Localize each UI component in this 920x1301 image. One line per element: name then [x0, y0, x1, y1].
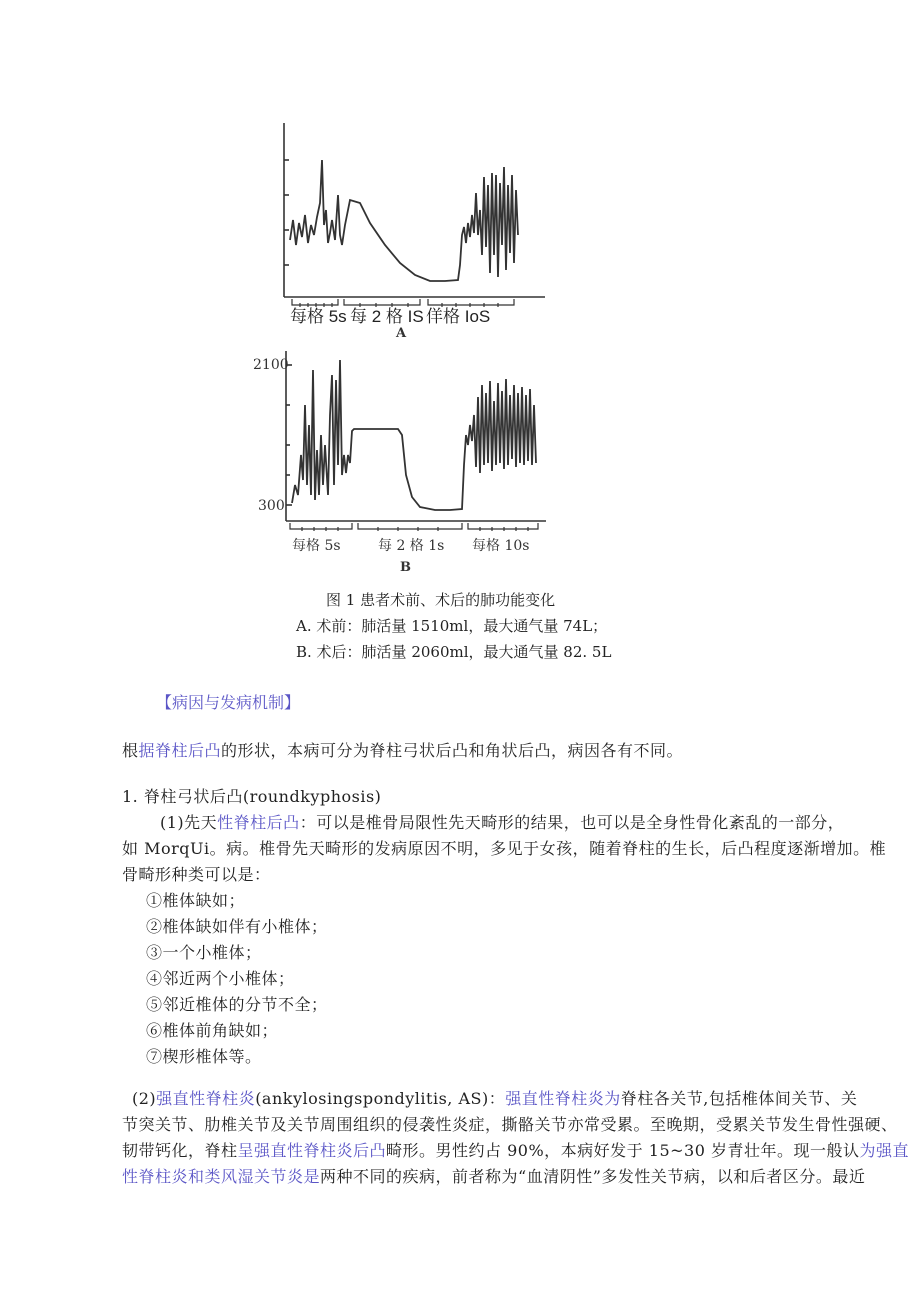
p2-link-as-kyphosis[interactable]: 呈强直性脊柱炎后凸	[237, 1141, 387, 1160]
list-item: ⑥椎体前角缺如；	[146, 1021, 279, 1040]
figure-panel-b	[280, 345, 560, 545]
list-item: ⑤邻近椎体的分节不全；	[146, 995, 328, 1014]
figure-note-a: A. 术前：肺活量 1510ml，最大通气量 74L；	[296, 617, 608, 635]
list-item: ⑦楔形椎体等。	[146, 1047, 262, 1066]
intro-text-post: 的形状，本病可分为脊柱弓状后凸和角状后凸，病因各有不同。	[221, 741, 684, 760]
panel-b-y-bottom-label: 300	[258, 498, 285, 514]
panel-a-legend-1: 每格 5s	[290, 307, 347, 326]
p2-l3-b: 畸形。男性约占 90%，本病好发于 15~30 岁青壮年。现一般认	[386, 1141, 860, 1160]
panel-b-bracket-2	[358, 523, 462, 529]
p2-l4-b: 两种不同的疾病，前者称为“血清阴性”多发性关节病，以和后者区分。最近	[320, 1167, 866, 1186]
p1-line1-pre: (1)先天	[160, 813, 218, 832]
panel-a-legend-3: 佯格 IoS	[426, 307, 491, 326]
intro-paragraph	[122, 738, 683, 761]
p2-l3-a: 韧带钙化，脊柱	[122, 1141, 238, 1160]
p2-line3	[122, 1138, 909, 1161]
panel-b-label: B	[400, 560, 411, 575]
panel-b-trace	[292, 360, 536, 510]
p1-line1-post: ：可以是椎骨局限性先天畸形的结果，也可以是全身性骨化紊乱的一部分，	[299, 813, 845, 832]
intro-text-pre: 根	[122, 741, 139, 760]
p2-l1-c: 脊柱各关节,包括椎体间关节、关	[620, 1089, 858, 1108]
item1-title: 1. 脊柱弓状后凸(roundkyphosis)	[122, 787, 382, 806]
intro-link-kyphosis[interactable]: 据脊柱后凸	[138, 741, 222, 760]
panel-a-label: A	[396, 326, 407, 341]
panel-b-legend-1: 每格 5s	[292, 538, 341, 554]
p2-link-as-1[interactable]: 强直性脊柱炎	[156, 1089, 256, 1108]
p2-line2: 节突关节、肋椎关节及关节周围组织的侵袭性炎症，撕骼关节亦常受累。至晚期，受累关节发生骨性强硬、	[122, 1115, 898, 1134]
panel-b-legend-2: 每 2 格 1s	[378, 538, 445, 554]
p2-link-as-3[interactable]: 为强直	[859, 1141, 909, 1160]
panel-b-bracket-1	[290, 523, 352, 529]
list-item: ②椎体缺如伴有小椎体；	[146, 917, 328, 936]
p1-line2: 如 MorqUi。病。椎骨先天畸形的发病原因不明，多见于女孩，随着脊柱的生长，后凸程度逐渐增加。椎	[122, 839, 887, 858]
section-heading[interactable]: 【病因与发病机制】	[156, 693, 301, 712]
panel-a-legend-2: 每 2 格 IS	[350, 307, 424, 326]
p2-link-as-ra[interactable]: 性脊柱炎和类风湿关节炎是	[122, 1167, 321, 1186]
p1-link-congenital-kyphosis[interactable]: 性脊柱后凸	[217, 813, 300, 832]
panel-b-y-top-label: 2100	[253, 357, 289, 373]
p2-line4	[122, 1164, 865, 1187]
list-item: ③一个小椎体；	[146, 943, 262, 962]
panel-a-trace	[290, 160, 518, 281]
p1-line1	[160, 810, 844, 833]
p2-l1-a: (2)	[132, 1089, 157, 1108]
p2-line1	[132, 1086, 857, 1109]
figure-caption: 图 1 患者术前、术后的肺功能变化	[326, 591, 556, 609]
p2-l1-b: (ankylosingspondylitis, AS)：	[255, 1089, 506, 1108]
p2-link-as-2[interactable]: 强直性脊柱炎为	[505, 1089, 621, 1108]
figure-note-b: B. 术后：肺活量 2060ml，最大通气量 82. 5L	[296, 643, 612, 661]
list-item: ④邻近两个小椎体；	[146, 969, 295, 988]
p1-line3: 骨畸形种类可以是：	[122, 865, 271, 884]
figure-panel-a	[270, 115, 560, 315]
panel-b-legend-3: 每格 10s	[472, 538, 530, 554]
list-item: ①椎体缺如；	[146, 891, 246, 910]
